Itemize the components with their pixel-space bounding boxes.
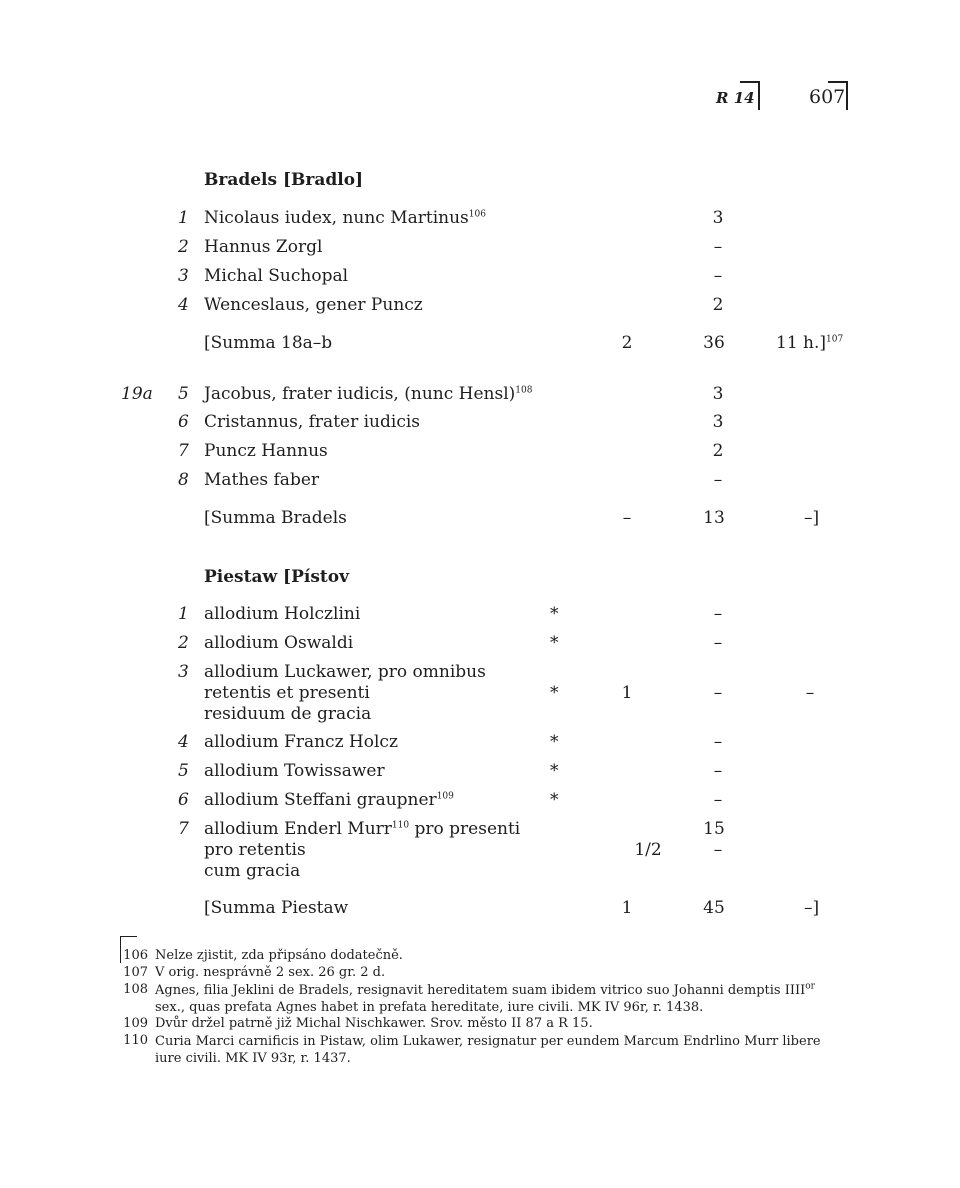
row-name-cont: retentis et presenti — [204, 683, 370, 703]
row-number: 6 — [178, 412, 189, 432]
row-number: 6 — [178, 790, 189, 810]
value-cell: 2 — [712, 441, 724, 461]
footnote-number: 108 — [123, 982, 148, 997]
asterisk-mark: * — [550, 732, 559, 752]
row-number: 7 — [178, 441, 189, 461]
row-number: 4 — [178, 732, 189, 752]
row-number: 1 — [178, 208, 189, 228]
row-name: Jacobus, frater iudicis, (nunc Hensl)$^{108}$ — [204, 384, 533, 404]
value-cell: – — [713, 266, 723, 286]
value-cell: – — [713, 470, 723, 490]
summa-value: 45 — [703, 898, 725, 918]
asterisk-mark: * — [550, 604, 559, 624]
summa-value: 1 — [621, 898, 633, 918]
row-number: 4 — [178, 295, 189, 315]
corner-mark — [740, 81, 760, 110]
footnote-text: Curia Marci carnificis in Pistaw, olim Lukawer, resignatur per eundem Marcum Endrlino Murr libere iure civili. MK IV 93r, r. 1437. — [155, 1034, 821, 1066]
value-cell: 3 — [712, 208, 724, 228]
value-cell: – — [713, 604, 723, 624]
value-cell: – — [713, 761, 723, 781]
row-name: allodium Francz Holcz — [204, 732, 398, 752]
summa-value: –] — [804, 508, 820, 528]
footnote-number: 107 — [123, 965, 148, 980]
row-name: allodium Towissawer — [204, 761, 385, 781]
row-name: Mathes faber — [204, 470, 320, 490]
asterisk-mark: * — [550, 761, 559, 781]
value-cell: 1 — [621, 683, 633, 703]
value-cell: – — [713, 237, 723, 257]
summa-value: 2 — [621, 333, 633, 353]
value-cell: 3 — [712, 384, 724, 404]
footnote-text: Dvůr držel patrně již Michal Nischkawer. Srov. město II 87 a R 15. — [155, 1016, 593, 1031]
row-name: Hannus Zorgl — [204, 237, 323, 257]
summa-label: [Summa Bradels — [204, 508, 347, 528]
row-number: 5 — [178, 384, 189, 404]
value-cell: 3 — [712, 412, 724, 432]
value-cell: 15 — [703, 819, 725, 839]
summa-label: [Summa Piestaw — [204, 898, 349, 918]
row-number: 2 — [178, 633, 189, 653]
row-name: allodium Enderl Murr$^{110}$ pro presenti — [204, 819, 521, 839]
row-number: 3 — [178, 266, 189, 286]
running-head-ref: R 14 — [716, 89, 755, 107]
value-cell: – — [713, 683, 723, 703]
row-number: 7 — [178, 819, 189, 839]
asterisk-mark: * — [550, 790, 559, 810]
row-name: Cristannus, frater iudicis — [204, 412, 421, 432]
row-name: Michal Suchopal — [204, 266, 349, 286]
row-number: 8 — [178, 470, 189, 490]
value-cell: – — [713, 732, 723, 752]
row-name: Wenceslaus, gener Puncz — [204, 295, 423, 315]
value-cell: 1/2 — [634, 840, 662, 860]
row-name: Puncz Hannus — [204, 441, 328, 461]
footnote-number: 106 — [123, 948, 148, 963]
summa-value: –] — [804, 898, 820, 918]
corner-mark — [828, 81, 848, 110]
footnote-number: 109 — [123, 1016, 148, 1031]
value-cell: 2 — [712, 295, 724, 315]
asterisk-mark: * — [550, 633, 559, 653]
asterisk-mark: * — [550, 683, 559, 703]
value-cell: – — [805, 683, 815, 703]
row-name: allodium Holczlini — [204, 604, 361, 624]
footnote-text: Agnes, filia Jeklini de Bradels, resignavit hereditatem suam ibidem vitrico suo Johanni demptis $IIII^{or}$ sex., quas prefata Agnes habet in prefata hereditate, iure civili. MK IV 96r, r. 1438. — [155, 981, 815, 1015]
row-name: allodium Luckawer, pro omnibus — [204, 662, 486, 682]
footnote-text: V orig. nesprávně 2 sex. 26 gr. 2 d. — [155, 965, 386, 980]
row-name: Nicolaus iudex, nunc Martinus$^{106}$ — [204, 208, 486, 228]
value-cell: – — [713, 790, 723, 810]
summa-value: 36 — [703, 333, 725, 353]
summa-value: 11 h.]$^{107}$ — [776, 333, 844, 353]
row-name-cont: pro retentis — [204, 840, 306, 860]
row-name-cont: residuum de gracia — [204, 704, 372, 724]
row-name: allodium Oswaldi — [204, 633, 354, 653]
value-cell: – — [713, 840, 723, 860]
summa-value: – — [622, 508, 632, 528]
value-cell: – — [713, 633, 723, 653]
page-number: 607 — [809, 86, 846, 108]
summa-label: [Summa 18a–b — [204, 333, 333, 353]
row-name: allodium Steffani graupner$^{109}$ — [204, 790, 454, 810]
row-number: 2 — [178, 237, 189, 257]
row-name-cont: cum gracia — [204, 861, 301, 881]
row-number: 1 — [178, 604, 189, 624]
folio-marker: 19a — [121, 384, 153, 404]
section-heading: Bradels [Bradlo] — [204, 170, 364, 190]
footnote-text: Nelze zjistit, zda připsáno dodatečně. — [155, 948, 403, 963]
row-number: 5 — [178, 761, 189, 781]
summa-value: 13 — [703, 508, 725, 528]
footnote-number: 110 — [123, 1033, 148, 1048]
row-number: 3 — [178, 662, 189, 682]
section-heading: Piestaw [Pístov — [204, 567, 349, 587]
